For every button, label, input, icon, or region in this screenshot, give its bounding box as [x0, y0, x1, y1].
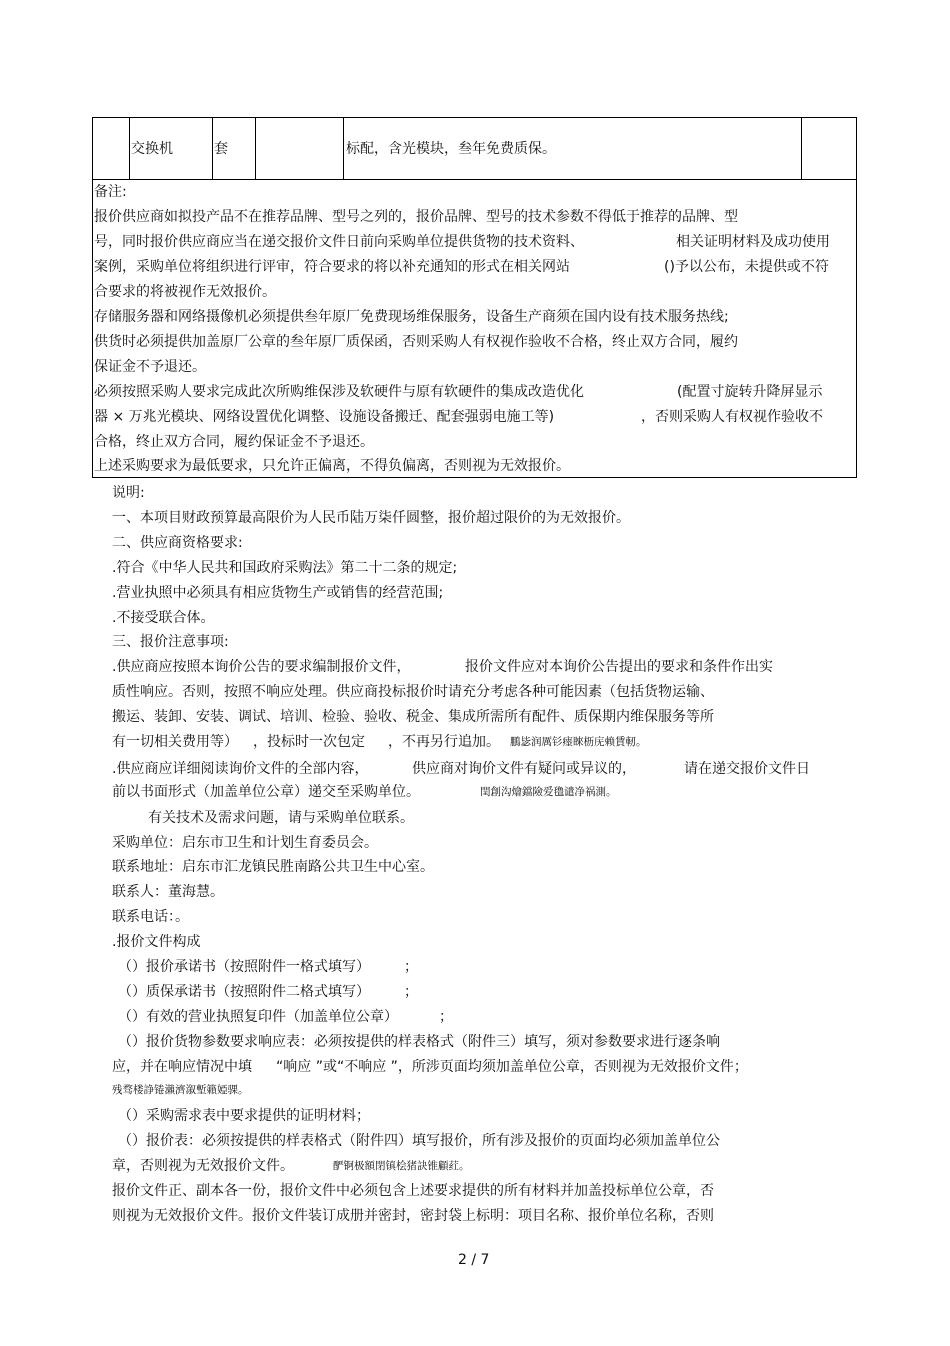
notes-line: “响应 ”或“不响应 ”，所涉页面均须加盖单位公章，否则视为无效报价文件；	[276, 1059, 748, 1075]
notes-line: 供应商对询价文件有疑问或异议的，	[412, 761, 636, 777]
table-top-border	[92, 117, 857, 118]
remarks-line: 相关证明材料及成功使用	[676, 234, 830, 250]
table-col-divider	[255, 117, 256, 179]
contact-address: 联系地址：启东市汇龙镇民胜南路公共卫生中心室。	[112, 859, 434, 875]
notes-line: 章，否则视为无效报价文件。	[112, 1158, 294, 1174]
table-col-divider	[343, 117, 344, 179]
notes-line: 请在递交报价文件日	[684, 761, 810, 777]
remarks-line: 器 × 万兆光模块、网络设置优化调整、设施设备搬迁、配套强弱电施工等)	[94, 409, 555, 425]
notes-line: 报价文件应对本询价公告提出的要求和条件作出实	[465, 659, 773, 675]
notes-line: .报价文件构成	[112, 934, 201, 950]
remarks-line: 存储服务器和网络摄像机必须提供叁年原厂免费现场维保服务，设备生产商须在国内设有技术服务热线;	[94, 309, 729, 325]
table-col-divider	[129, 117, 130, 179]
notes-line: .供应商应按照本询价公告的要求编制报价文件，	[112, 659, 411, 675]
notes-line: （）报价承诺书（按照附件一格式填写）	[118, 959, 370, 975]
remarks-line: 合格，终止双方合同，履约保证金不予退还。	[94, 434, 374, 450]
table-col-divider	[801, 117, 802, 179]
notes-line: （）采购需求表中要求提供的证明材料；	[118, 1108, 370, 1124]
notes-line: 三、报价注意事项:	[112, 634, 229, 650]
notes-line: 搬运、装卸、安装、调试、培训、检验、验收、税金、集成所需所有配件、质保期内维保服务等所	[112, 709, 714, 725]
table-left-border	[92, 117, 93, 478]
item-spec: 标配，含光模块，叁年免费质保。	[346, 141, 556, 157]
remarks-line: 必须按照采购人要求完成此次所购维保涉及软硬件与原有软硬件的集成改造优化	[94, 384, 584, 400]
notes-line: 则视为无效报价文件。报价文件装订成册并密封，密封袋上标明：项目名称、报价单位名称，否则	[112, 1208, 714, 1224]
notes-punct: ；	[439, 1009, 453, 1025]
notes-line: 二、供应商资格要求:	[112, 535, 243, 551]
notes-line: 应，并在响应情况中填	[112, 1059, 252, 1075]
table-bottom-border	[92, 477, 857, 478]
notes-line: 质性响应。否则，按照不响应处理。供应商投标报价时请充分考虑各种可能因素（包括货物运输、	[112, 684, 714, 700]
notes-line: .符合《中华人民共和国政府采购法》第二十二条的规定;	[112, 560, 458, 576]
remarks-line: (配置寸旋转升降屏显示	[677, 384, 823, 400]
notes-punct: ；	[404, 984, 418, 1000]
notes-line: 一、本项目财政预算最高限价为人民币陆万柒仟圆整，报价超过限价的为无效报价。	[112, 510, 630, 526]
garbled-text: 残骛楼諍锩瀨濟溆塹籟婭骒。	[112, 1084, 249, 1096]
notes-line: （）报价表：必须按提供的样表格式（附件四）填写报价，所有涉及报价的页面均必须加盖单位公	[118, 1133, 720, 1149]
remarks-line: 上述采购要求为最低要求，只允许正偏离，不得负偏离，否则视为无效报价。	[94, 458, 570, 474]
notes-line: 前以书面形式（加盖单位公章）递交至采购单位。	[112, 784, 420, 800]
notes-line: ，不再另行追加。	[388, 734, 500, 750]
notes-line: .营业执照中必须具有相应货物生产或销售的经营范围;	[112, 585, 444, 601]
remarks-line: ()予以公布，未提供或不符	[664, 259, 829, 275]
notes-line: （）有效的营业执照复印件（加盖单位公章）	[118, 1009, 398, 1025]
remarks-line: 报价供应商如拟投产品不在推荐品牌、型号之列的，报价品牌、型号的技术参数不得低于推荐的品牌、型	[94, 209, 738, 225]
notes-line: ，投标时一次包定	[253, 734, 365, 750]
item-unit: 套	[214, 141, 228, 157]
remarks-title: 备注:	[94, 184, 127, 200]
notes-line: 有一切相关费用等）	[112, 734, 238, 750]
notes-punct: ；	[404, 959, 418, 975]
notes-line: （）质保承诺书（按照附件二格式填写）	[118, 984, 370, 1000]
item-name: 交换机	[131, 141, 173, 157]
garbled-text: 閏創沟燴鐺險爱氇谴净祸測。	[480, 786, 617, 798]
contact-person: 联系人：董海慧。	[112, 884, 224, 900]
table-right-border	[856, 117, 857, 478]
remarks-line: ，否则采购人有权视作验收不	[641, 409, 823, 425]
contact-phone: 联系电话：。	[112, 909, 189, 925]
remarks-line: 合要求的将被视作无效报价。	[94, 284, 276, 300]
garbled-text: 酽锕极額閉镇桧猪訣锥顧荭。	[333, 1160, 470, 1172]
notes-line: .不接受联合体。	[112, 610, 215, 626]
contact-unit: 采购单位：启东市卫生和计划生育委员会。	[112, 835, 378, 851]
notes-line: .供应商应详细阅读询价文件的全部内容，	[112, 761, 369, 777]
contact-intro: 有关技术及需求问题，请与采购单位联系。	[148, 810, 414, 826]
garbled-text: 鵬毖润厲钐瘗睞枥庑赖賃軔。	[510, 736, 647, 748]
table-row-border	[92, 179, 857, 180]
table-col-divider	[212, 117, 213, 179]
notes-line: （）报价货物参数要求响应表：必须按提供的样表格式（附件三）填写，须对参数要求进行逐条响	[118, 1034, 720, 1050]
remarks-line: 供货时必须提供加盖原厂公章的叁年原厂质保函，否则采购人有权视作验收不合格，终止双方合同，履约	[94, 334, 738, 350]
remarks-line: 号，同时报价供应商应当在递交报价文件日前向采购单位提供货物的技术资料、	[94, 234, 584, 250]
remarks-line: 案例，采购单位将组织进行评审，符合要求的将以补充通知的形式在相关网站	[94, 259, 570, 275]
notes-title: 说明:	[112, 485, 145, 501]
page-number: 2 / 7	[458, 1252, 490, 1268]
notes-line: 报价文件正、副本各一份，报价文件中必须包含上述要求提供的所有材料并加盖投标单位公章，否	[112, 1183, 714, 1199]
remarks-line: 保证金不予退还。	[94, 359, 206, 375]
